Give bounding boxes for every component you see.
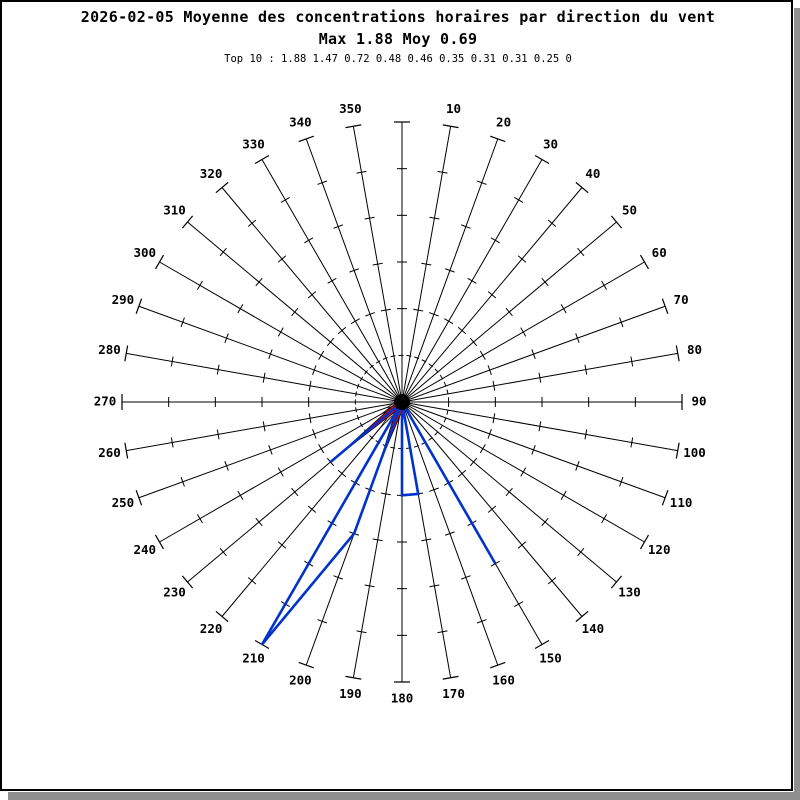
direction-label: 160 (492, 672, 515, 688)
direction-label: 220 (199, 621, 223, 637)
direction-label: 250 (111, 495, 135, 511)
direction-label: 130 (618, 584, 641, 600)
radial-tick (521, 468, 526, 477)
direction-label: 240 (133, 542, 157, 557)
spoke-end-cap (662, 299, 667, 314)
direction-label: 60 (651, 245, 667, 260)
radial-tick (197, 514, 202, 523)
radial-tick (470, 338, 476, 346)
radial-tick (292, 308, 298, 316)
direction-label: 70 (673, 291, 689, 307)
radial-tick (548, 220, 556, 226)
direction-label: 40 (585, 165, 601, 181)
radial-tick (491, 238, 500, 243)
direction-label: 20 (496, 114, 512, 130)
spoke-end-cap (216, 182, 228, 192)
direction-label: 310 (163, 202, 186, 218)
direction-label: 170 (442, 685, 465, 701)
radial-tick (351, 319, 360, 324)
radial-tick (308, 506, 316, 512)
direction-label: 350 (339, 101, 362, 117)
radial-tick (506, 488, 512, 496)
radial-tick (319, 351, 324, 360)
top10-values-line: Top 10 : 1.88 1.47 0.72 0.48 0.46 0.35 0.31 0.31 0.25 0 (224, 53, 572, 65)
radial-tick (338, 327, 346, 333)
chart-subtitle-max-mean: Max 1.88 Moy 0.69 (318, 30, 478, 48)
direction-label: 190 (339, 685, 362, 701)
radial-tick (278, 256, 286, 262)
direction-label: 110 (669, 495, 693, 511)
direction-label: 340 (289, 114, 312, 130)
direction-label: 100 (683, 445, 706, 461)
radial-tick (319, 444, 324, 453)
center-hub (394, 394, 410, 410)
spoke-end-cap (640, 255, 648, 269)
radial-tick (542, 278, 548, 286)
wind-hours-polygon (262, 402, 495, 644)
radial-tick (514, 197, 523, 202)
radial-tick (220, 548, 226, 556)
direction-label: 320 (199, 165, 223, 181)
radial-tick (278, 468, 283, 477)
radial-tick (338, 470, 346, 476)
spoke-end-cap (490, 662, 505, 667)
radial-tick (470, 458, 476, 466)
direction-label: 30 (542, 136, 559, 152)
spoke-end-cap (662, 490, 667, 505)
radial-tick (292, 488, 298, 496)
radial-tick (308, 292, 316, 298)
direction-label: 210 (242, 650, 265, 666)
spoke-end-cap (299, 662, 314, 667)
direction-label: 200 (289, 672, 312, 688)
radial-tick (458, 470, 466, 476)
direction-label: 90 (691, 393, 707, 409)
radial-tick (602, 514, 607, 523)
radial-tick (561, 304, 566, 313)
radial-tick (256, 518, 262, 526)
spoke-end-cap (490, 136, 505, 141)
spoke-end-cap (576, 182, 588, 192)
radial-tick (602, 281, 607, 290)
card-shadow-right (794, 8, 800, 800)
radial-tick (248, 578, 256, 584)
radial-tick (578, 248, 584, 256)
radial-tick (480, 351, 485, 360)
radial-tick (561, 491, 566, 500)
radial-tick (238, 304, 243, 313)
radial-tick (506, 308, 512, 316)
spoke-end-cap (535, 156, 549, 164)
direction-label: 50 (621, 202, 638, 218)
radial-tick (518, 542, 526, 548)
radial-tick (328, 278, 337, 283)
radial-tick (514, 602, 523, 607)
direction-label: 300 (133, 245, 157, 260)
radial-tick (278, 328, 283, 337)
radial-tick (281, 197, 290, 202)
spoke-end-cap (535, 640, 549, 648)
radial-tick (278, 542, 286, 548)
direction-label: 280 (98, 341, 121, 357)
radial-tick (238, 491, 243, 500)
direction-label: 80 (686, 341, 703, 357)
spoke-end-cap (299, 136, 314, 141)
radial-tick (444, 319, 453, 324)
direction-label: 140 (581, 621, 605, 637)
radial-tick (488, 506, 496, 512)
direction-label: 260 (98, 445, 121, 461)
radial-tick (518, 256, 526, 262)
card-shadow-bottom (8, 792, 800, 800)
spoke-end-cap (611, 216, 621, 228)
chart-title: 2026-02-05 Moyenne des concentrations horaires par direction du vent (80, 8, 716, 26)
direction-label: 150 (539, 650, 562, 666)
direction-label: 290 (111, 291, 135, 307)
direction-label: 230 (163, 584, 186, 600)
radial-tick (542, 518, 548, 526)
spoke-end-cap (156, 255, 164, 269)
spoke-end-cap (136, 299, 141, 314)
radial-tick (248, 220, 256, 226)
radial-tick (488, 292, 496, 298)
direction-label: 180 (390, 690, 414, 706)
radial-tick (458, 327, 466, 333)
spoke-end-cap (182, 216, 192, 228)
radial-tick (327, 338, 333, 346)
direction-label: 330 (242, 136, 265, 152)
radial-tick (220, 248, 226, 256)
radial-tick (304, 238, 313, 243)
spoke-end-cap (136, 490, 141, 505)
radial-tick (256, 278, 262, 286)
spoke-end-cap (255, 156, 269, 164)
spoke-end-cap (156, 535, 164, 549)
radial-tick (468, 278, 477, 283)
direction-label: 270 (93, 393, 117, 409)
radial-tick (521, 328, 526, 337)
radial-tick (480, 444, 485, 453)
direction-label: 10 (446, 101, 462, 117)
radial-tick (197, 281, 202, 290)
radial-tick (578, 548, 584, 556)
direction-label: 120 (647, 542, 671, 557)
radial-tick (548, 578, 556, 584)
windrose-chart (2, 2, 794, 790)
